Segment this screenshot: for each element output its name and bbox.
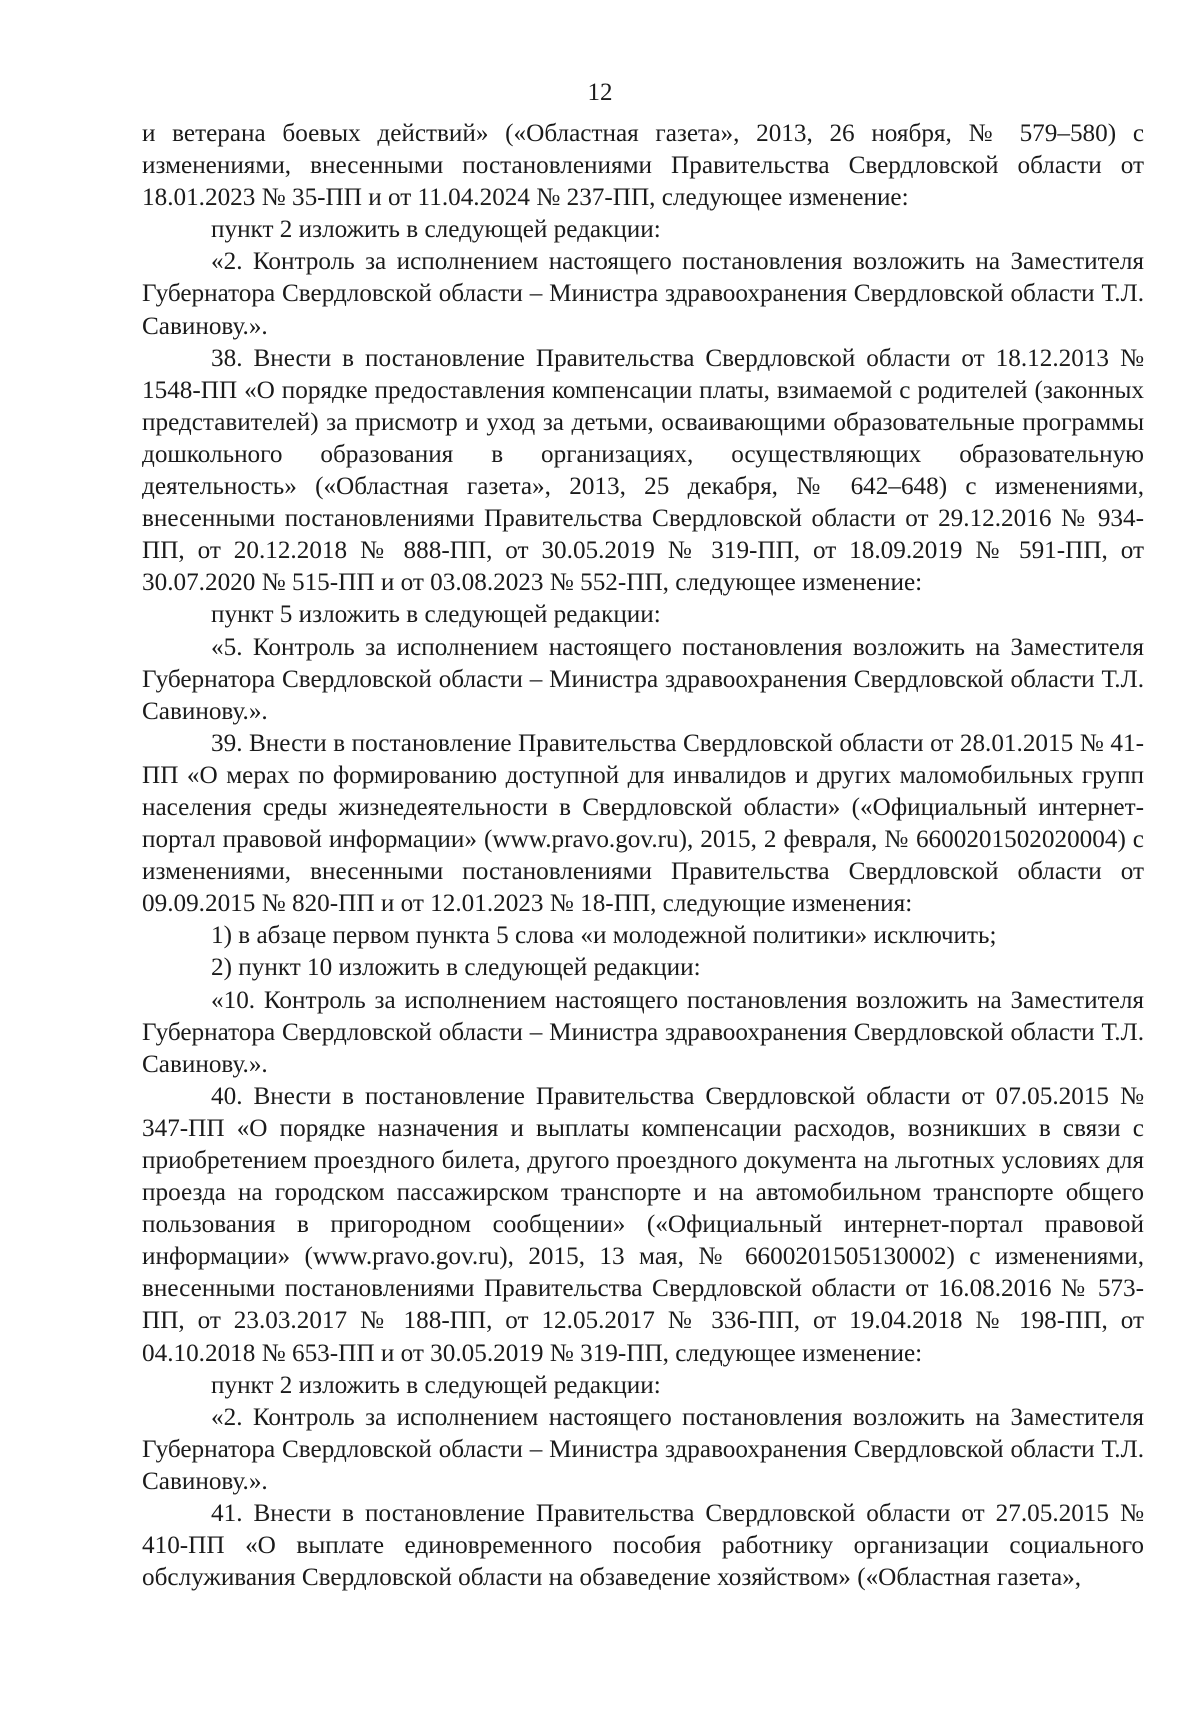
paragraph: пункт 2 изложить в следующей редакции:	[211, 1371, 661, 1399]
paragraph: «2. Контроль за исполнением настоящего постановления возложить на Заместителя Губернатора Свердловской области – Министра здравоохранения Свердловской области Т.Л. Савинову.».	[142, 248, 1144, 340]
paragraph-continuation: и ветерана боевых действий» («Областная газета», 2013, 26 ноября, № 579–580) с изменениями, внесенными постановлениями Правительства Свердловской области от 18.01.2023 № 35-ПП и от 11.04.2024 № 237-ПП, следующее изменение:	[142, 120, 1144, 212]
paragraph-item-40: 40. Внести в постановление Правительства Свердловской области от 07.05.2015 № 347-ПП «О порядке назначения и выплаты компенсации расходов, возникших в связи с приобретением проездного билета, другого проездного документа на льготных условиях для проезда на городском пассажирском транспорте и на автомобильном транспорте общего пользования в пригородном сообщении» («Официальный интернет-портал правовой информации» (www.pravo.gov.ru), 2015, 13 мая, № 6600201505130002) с изменениями, внесенными постановлениями Правительства Свердловской области от 16.08.2016 № 573-ПП, от 23.03.2017 № 188-ПП, от 12.05.2017 № 336-ПП, от 19.04.2018 № 198-ПП, от 04.10.2018 № 653-ПП и от 30.05.2019 № 319-ПП, следующее изменение:	[142, 1082, 1144, 1367]
paragraph-item-39: 39. Внести в постановление Правительства Свердловской области от 28.01.2015 № 41-ПП «О мерах по формированию доступной для инвалидов и других маломобильных групп населения среды жизнедеятельности в Свердловской области» («Официальный интернет-портал правовой информации» (www.pravo.gov.ru), 2015, 2 февраля, № 6600201502020004) с изменениями, внесенными постановлениями Правительства Свердловской области от 09.09.2015 № 820-ПП и от 12.01.2023 № 18-ПП, следующие изменения:	[142, 729, 1144, 918]
page-number: 12	[587, 79, 613, 106]
paragraph: пункт 5 изложить в следующей редакции:	[211, 601, 661, 629]
paragraph: пункт 2 изложить в следующей редакции:	[211, 216, 661, 244]
paragraph-item-41: 41. Внести в постановление Правительства Свердловской области от 27.05.2015 № 410-ПП «О выплате единовременного пособия работнику организации социального обслуживания Свердловской области на обзаведение хозяйством» («Областная газета»,	[142, 1500, 1144, 1592]
paragraph: «5. Контроль за исполнением настоящего постановления возложить на Заместителя Губернатора Свердловской области – Министра здравоохранения Свердловской области Т.Л. Савинову.».	[142, 633, 1144, 725]
paragraph: 1) в абзаце первом пункта 5 слова «и молодежной политики» исключить;	[211, 922, 997, 950]
document-body	[142, 118, 1144, 1594]
paragraph: «2. Контроль за исполнением настоящего постановления возложить на Заместителя Губернатора Свердловской области – Министра здравоохранения Свердловской области Т.Л. Савинову.».	[142, 1403, 1144, 1495]
paragraph: «10. Контроль за исполнением настоящего постановления возложить на Заместителя Губернатора Свердловской области – Министра здравоохранения Свердловской области Т.Л. Савинову.».	[142, 986, 1144, 1078]
paragraph: 2) пункт 10 изложить в следующей редакции:	[211, 954, 701, 982]
paragraph-item-38: 38. Внести в постановление Правительства Свердловской области от 18.12.2013 № 1548-ПП «О порядке предоставления компенсации платы, взимаемой с родителей (законных представителей) за присмотр и уход за детьми, осваивающими образовательные программы дошкольного образования в организациях, осуществляющих образовательную деятельность» («Областная газета», 2013, 25 декабря, № 642–648) с изменениями, внесенными постановлениями Правительства Свердловской области от 29.12.2016 № 934-ПП, от 20.12.2018 № 888-ПП, от 30.05.2019 № 319-ПП, от 18.09.2019 № 591-ПП, от 30.07.2020 № 515-ПП и от 03.08.2023 № 552-ПП, следующее изменение:	[142, 344, 1144, 597]
